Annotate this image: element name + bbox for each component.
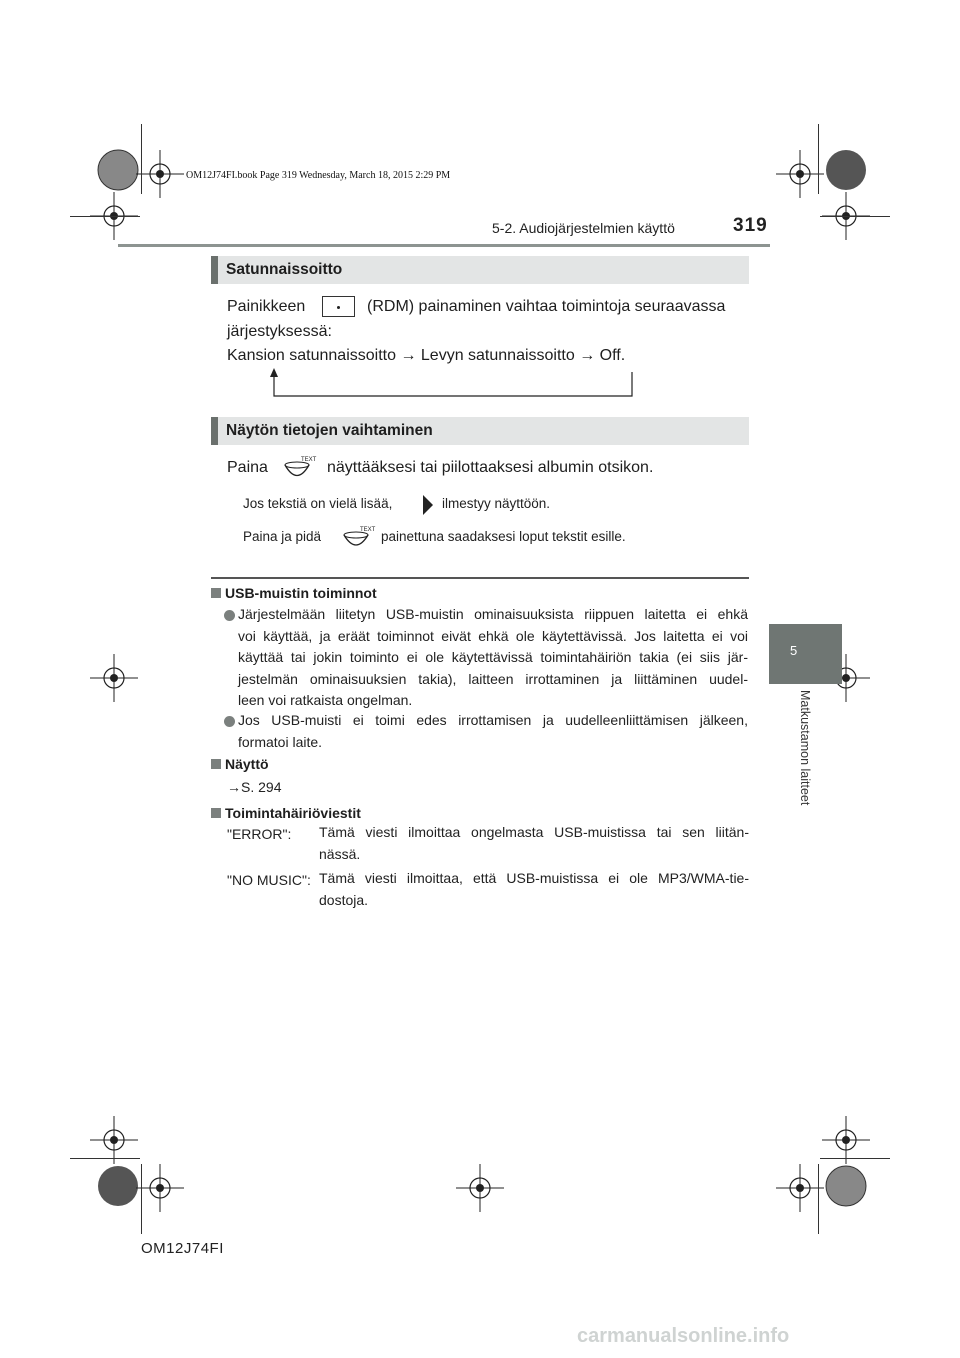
- usb-bullet2-line: formatoi laite.: [238, 733, 323, 750]
- crosshair-mark: [90, 1116, 138, 1164]
- more-text-triangle-icon: [422, 494, 434, 521]
- no-music-code: "NO MUSIC":: [227, 872, 311, 888]
- page-number: 319: [733, 215, 768, 236]
- random-play-line1-after: (RDM) painaminen vaihtaa toimintoja seuraavassa: [367, 298, 726, 315]
- random-play-title-bar: [211, 256, 749, 284]
- svg-text:TEXT: TEXT: [301, 457, 317, 463]
- display-switch-note1-after: ilmestyy näyttöön.: [442, 496, 551, 511]
- square-bullet-icon: [211, 759, 221, 769]
- text-knob-icon: [282, 455, 317, 488]
- usb-bullet1-line: voi käyttää, ja eräät toiminnot eivät ehkä ole käytettävissä. Jos laitetta ei voi: [238, 627, 748, 644]
- trim-line: [70, 1158, 140, 1159]
- registration-mark-top-right-large: [824, 148, 868, 192]
- error-code: "ERROR":: [227, 826, 292, 842]
- display-switch-title: Näytön tietojen vaihtaminen: [226, 422, 433, 439]
- display-switch-line1-after: näyttääksesi tai piilottaaksesi albumin otsikon.: [327, 459, 654, 476]
- registration-mark-bottom-right-large: [824, 1164, 868, 1208]
- chapter-number: 5: [790, 643, 798, 658]
- random-play-title: Satunnaissoitto: [226, 261, 343, 278]
- usb-bullet1-line: jestelmän ominaisuuksien takia), laitteen irrottaminen ja liittäminen uudel-: [238, 670, 748, 687]
- header-rule: [118, 244, 770, 247]
- bullet-dot-icon: [224, 716, 235, 727]
- no-music-description-line: dostoja.: [319, 891, 369, 908]
- crosshair-mark: [776, 150, 824, 198]
- display-switch-note2-before: Paina ja pidä: [243, 529, 322, 544]
- usb-bullet1-line: käyttää tai jokin toiminto ei ole käytettävissä toimintahäiriön takia (ei siis jär-: [238, 649, 748, 665]
- usb-bullet2-line: Jos USB-muisti ei toimi edes irrottamisen ja uudelleenliittämisen jälkeen,: [238, 712, 748, 728]
- display-switch-line1-before: Paina: [227, 459, 268, 476]
- notes-rule: [211, 577, 749, 579]
- registration-mark-top-left-large: [96, 148, 140, 192]
- usb-bullet1-line: leen voi ratkaista ongelman.: [238, 692, 413, 708]
- trim-line: [818, 1164, 819, 1234]
- text-knob-icon: [341, 526, 376, 557]
- rdm-button-icon: [322, 296, 355, 317]
- usb-heading-text: USB-muistin toiminnot: [225, 585, 377, 601]
- trim-line: [818, 124, 819, 194]
- no-music-description-line: Tämä viesti ilmoittaa, että USB-muistissa ei ole MP3/WMA-tie-: [319, 870, 749, 886]
- registration-mark-bottom-left-large: [96, 1164, 140, 1208]
- usb-bullet2: [238, 710, 748, 753]
- cycle-return-arrow-icon: [266, 368, 636, 403]
- crosshair-mark: [776, 1164, 824, 1212]
- random-play-line2: järjestyksessä:: [227, 323, 332, 340]
- crosshair-mark: [456, 1164, 504, 1212]
- footer-code: OM12J74FI: [141, 1240, 224, 1257]
- display-page-ref[interactable]: →S. 294: [227, 779, 282, 795]
- usb-heading: [211, 585, 377, 601]
- crosshair-mark: [822, 1116, 870, 1164]
- bullet-dot-icon: [224, 610, 235, 621]
- errors-heading: [211, 805, 361, 821]
- usb-bullet1-line: Järjestelmään liitetyn USB-muistin ominaisuuksista riippuen laitetta ei ehkä: [238, 606, 748, 622]
- display-switch-title-bar: [211, 417, 749, 445]
- section-heading: 5-2. Audiojärjestelmien käyttö: [492, 220, 675, 236]
- error-description-line: Tämä viesti ilmoittaa ongelmasta USB-muistissa tai sen liitän-: [319, 824, 749, 840]
- error-description: [319, 822, 749, 865]
- crosshair-mark: [136, 150, 184, 198]
- trim-line: [70, 216, 140, 217]
- book-info: OM12J74FI.book Page 319 Wednesday, March 18, 2015 2:29 PM: [186, 170, 451, 181]
- crosshair-mark: [136, 1164, 184, 1212]
- trim-line: [141, 1164, 142, 1234]
- error-description-line: nässä.: [319, 845, 361, 862]
- chapter-tab: [769, 624, 842, 684]
- square-bullet-icon: [211, 588, 221, 598]
- random-play-line1-before: Painikkeen: [227, 298, 306, 315]
- watermark: carmanualsonline.info: [577, 1325, 790, 1347]
- display-switch-note1-before: Jos tekstiä on vielä lisää,: [243, 496, 393, 511]
- no-music-description: [319, 868, 749, 911]
- svg-text:TEXT: TEXT: [360, 527, 376, 533]
- trim-line: [820, 216, 890, 217]
- crosshair-mark: [90, 654, 138, 702]
- chapter-label: Matkustamon laitteet: [798, 690, 812, 806]
- errors-heading-text: Toimintahäiriöviestit: [225, 805, 361, 821]
- random-play-cycle: Kansion satunnaissoitto → Levyn satunnaissoitto → Off.: [227, 347, 626, 364]
- display-switch-note2-after: painettuna saadaksesi loput tekstit esille.: [381, 529, 626, 544]
- square-bullet-icon: [211, 808, 221, 818]
- display-heading-text: Näyttö: [225, 756, 269, 772]
- usb-bullet1: [238, 604, 748, 712]
- trim-line: [820, 1158, 890, 1159]
- display-heading: [211, 756, 269, 772]
- trim-line: [141, 124, 142, 194]
